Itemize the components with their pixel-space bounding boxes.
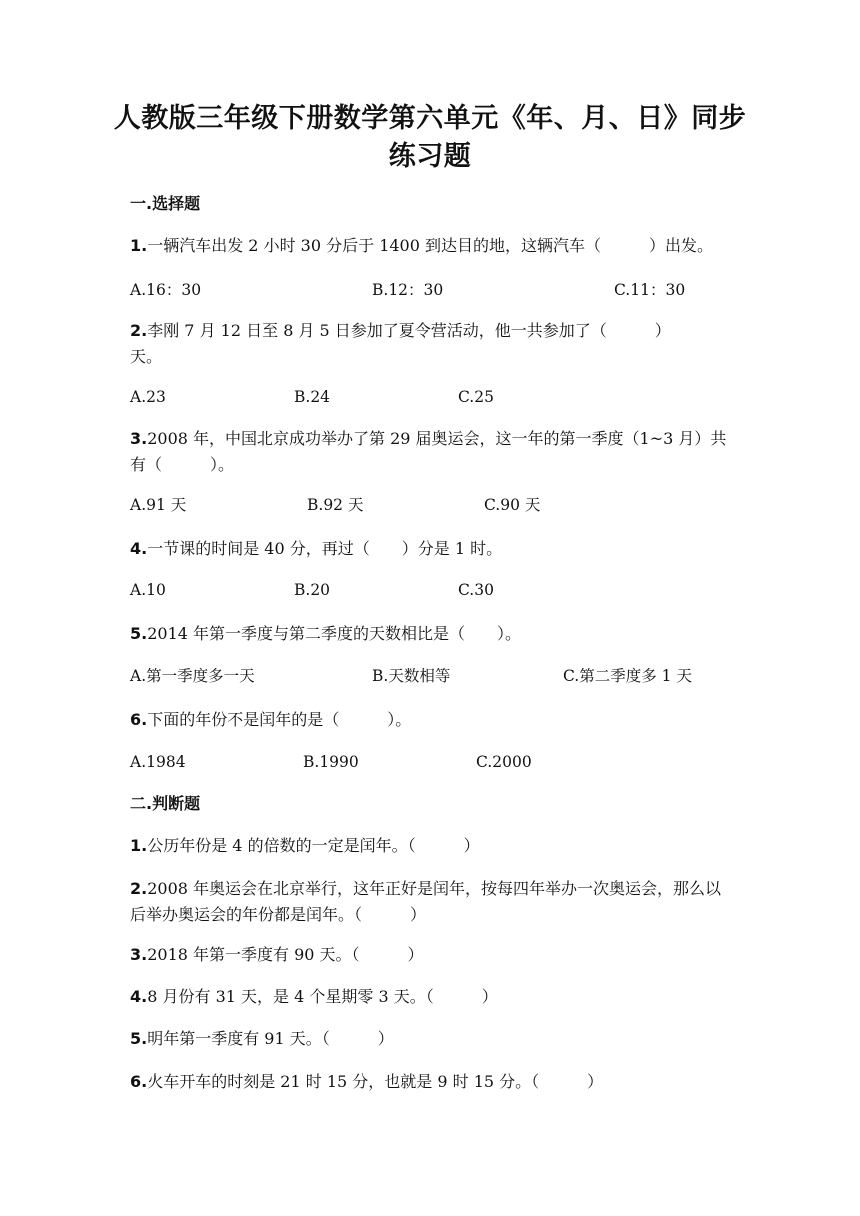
question-number: 4. xyxy=(130,987,148,1006)
question-body: 2008 年，中国北京成功举办了第 29 届奥运会，这一年的第一季度（1~3 月）共有（ ）。 xyxy=(130,429,727,474)
question-text xyxy=(130,318,690,370)
option-c: C.30 xyxy=(458,581,494,599)
question-text xyxy=(130,833,730,859)
question-number: 1. xyxy=(130,836,148,855)
question-body: 2018 年第一季度有 90 天。（ ） xyxy=(147,945,424,964)
section-heading-choice: 一.选择题 xyxy=(130,194,201,213)
option-a: A.91 天 xyxy=(130,496,187,514)
question-body: 明年第一季度有 91 天。（ ） xyxy=(147,1029,394,1048)
question-text xyxy=(130,621,730,647)
question-number: 5. xyxy=(130,624,148,643)
question-number: 6. xyxy=(130,710,148,729)
question-text xyxy=(130,1069,730,1095)
question-number: 3. xyxy=(130,945,148,964)
question-number: 5. xyxy=(130,1029,148,1048)
option-c: C.2000 xyxy=(476,753,532,771)
option-b: B.12：30 xyxy=(372,281,444,299)
question-number: 2. xyxy=(130,879,148,898)
question-body: 火车开车的时刻是 21 时 15 分，也就是 9 时 15 分。（ ） xyxy=(147,1072,604,1091)
option-a: A.10 xyxy=(130,581,166,599)
option-c: C.第二季度多 1 天 xyxy=(563,667,692,685)
option-b: B.1990 xyxy=(303,753,359,771)
option-b: B.92 天 xyxy=(307,496,364,514)
question-text xyxy=(130,426,730,478)
option-b: B.20 xyxy=(294,581,331,599)
question-text xyxy=(130,984,730,1010)
option-c: C.25 xyxy=(458,388,494,406)
option-c: C.11：30 xyxy=(614,281,686,299)
question-text xyxy=(130,707,730,733)
question-text xyxy=(130,942,730,968)
question-number: 2. xyxy=(130,321,148,340)
question-body: 2014 年第一季度与第二季度的天数相比是（ ）。 xyxy=(147,624,522,643)
question-number: 4. xyxy=(130,539,148,558)
question-text xyxy=(130,233,730,259)
question-body: 一辆汽车出发 2 小时 30 分后于 1400 到达目的地，这辆汽车（ ）出发。 xyxy=(147,236,713,255)
question-body: 公历年份是 4 的倍数的一定是闰年。（ ） xyxy=(147,836,480,855)
question-text xyxy=(130,536,730,562)
question-body: 8 月份有 31 天，是 4 个星期零 3 天。（ ） xyxy=(147,987,498,1006)
question-text xyxy=(130,1026,730,1052)
option-c: C.90 天 xyxy=(484,496,541,514)
question-number: 1. xyxy=(130,236,148,255)
question-body: 一节课的时间是 40 分，再过（ ）分是 1 时。 xyxy=(147,539,503,558)
question-text xyxy=(130,876,730,928)
option-a: A.23 xyxy=(130,388,166,406)
option-a: A.第一季度多一天 xyxy=(130,667,255,685)
question-body: 李刚 7 月 12 日至 8 月 5 日参加了夏令营活动，他一共参加了（ ）天。 xyxy=(130,321,671,366)
option-b: B.24 xyxy=(294,388,331,406)
question-number: 3. xyxy=(130,429,148,448)
question-body: 下面的年份不是闰年的是（ ）。 xyxy=(147,710,412,729)
option-b: B.天数相等 xyxy=(372,667,451,685)
option-a: A.16：30 xyxy=(130,281,202,299)
question-number: 6. xyxy=(130,1072,148,1091)
page-title: 人教版三年级下册数学第六单元《年、月、日》同步练习题 xyxy=(113,103,747,172)
question-body: 2008 年奥运会在北京举行，这年正好是闰年，按每四年举办一次奥运会，那么以后举办奥运会的年份都是闰年。（ ） xyxy=(130,879,722,924)
section-heading-judgment: 二.判断题 xyxy=(130,794,201,813)
option-a: A.1984 xyxy=(130,753,186,771)
